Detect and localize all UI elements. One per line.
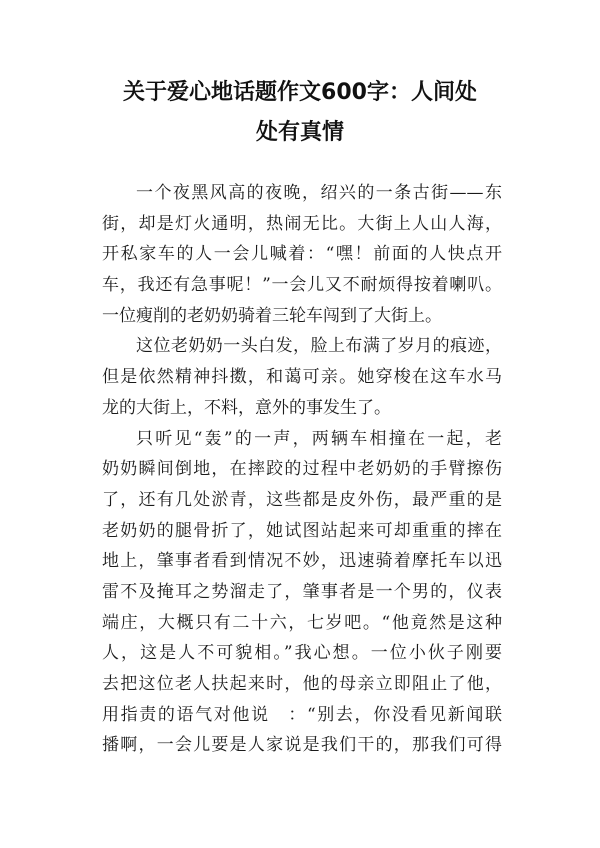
paragraph-line: 但是依然精神抖擞，和蔼可亲。她穿梭在这车水马	[102, 367, 502, 388]
paragraph-line: 龙的大街上，不料，意外的事发生了。	[102, 397, 391, 418]
paragraph-line: 一位瘦削的老奶奶骑着三轮车闯到了大街上。	[102, 305, 442, 326]
paragraph-line: 去把这位老人扶起来时，他的母亲立即阻止了他，	[102, 674, 502, 694]
article-body	[102, 178, 502, 761]
paragraph-line: 车，我还有急事呢！”一会儿又不耐烦得按着喇叭。	[102, 275, 502, 296]
paragraph-line: 开私家车的人一会儿喊着：“嘿！前面的人快点开	[102, 244, 502, 265]
title-line: 关于爱心地话题作文600字：人间处	[123, 80, 477, 105]
paragraph-line: 雷不及掩耳之势溜走了，肇事者是一个男的，仪表	[102, 581, 502, 602]
title-line: 处有真情	[255, 120, 344, 145]
paragraph-line: 端庄，大概只有二十六，七岁吧。“他竟然是这种	[102, 612, 502, 633]
paragraph-line: 这位老奶奶一头白发，脸上布满了岁月的痕迹，	[136, 336, 502, 357]
paragraph-line: 老奶奶的腿骨折了，她试图站起来可却重重的摔在	[102, 520, 502, 541]
paragraph-line: 用指责的语气对他说 ：“别去，你没看见新闻联	[102, 704, 502, 725]
page-title	[0, 73, 600, 153]
paragraph-line: 一个夜黑风高的夜晚，绍兴的一条古街——东	[136, 183, 502, 203]
paragraph-line: 人，这是人不可貌相。”我心想。一位小伙子刚要	[102, 643, 502, 664]
paragraph-line: 了，还有几处淤青，这些都是皮外伤，最严重的是	[102, 489, 502, 510]
paragraph-line: 只听见“轰”的一声，两辆车相撞在一起，老	[136, 428, 502, 449]
paragraph-line: 地上，肇事者看到情况不妙，迅速骑着摩托车以迅	[102, 551, 502, 572]
paragraph-line: 播啊，一会儿要是人家说是我们干的，那我们可得	[102, 735, 502, 756]
paragraph-line: 奶奶瞬间倒地，在摔跤的过程中老奶奶的手臂擦伤	[102, 459, 502, 480]
paragraph-line: 街，却是灯火通明，热闹无比。大街上人山人海，	[102, 213, 502, 234]
